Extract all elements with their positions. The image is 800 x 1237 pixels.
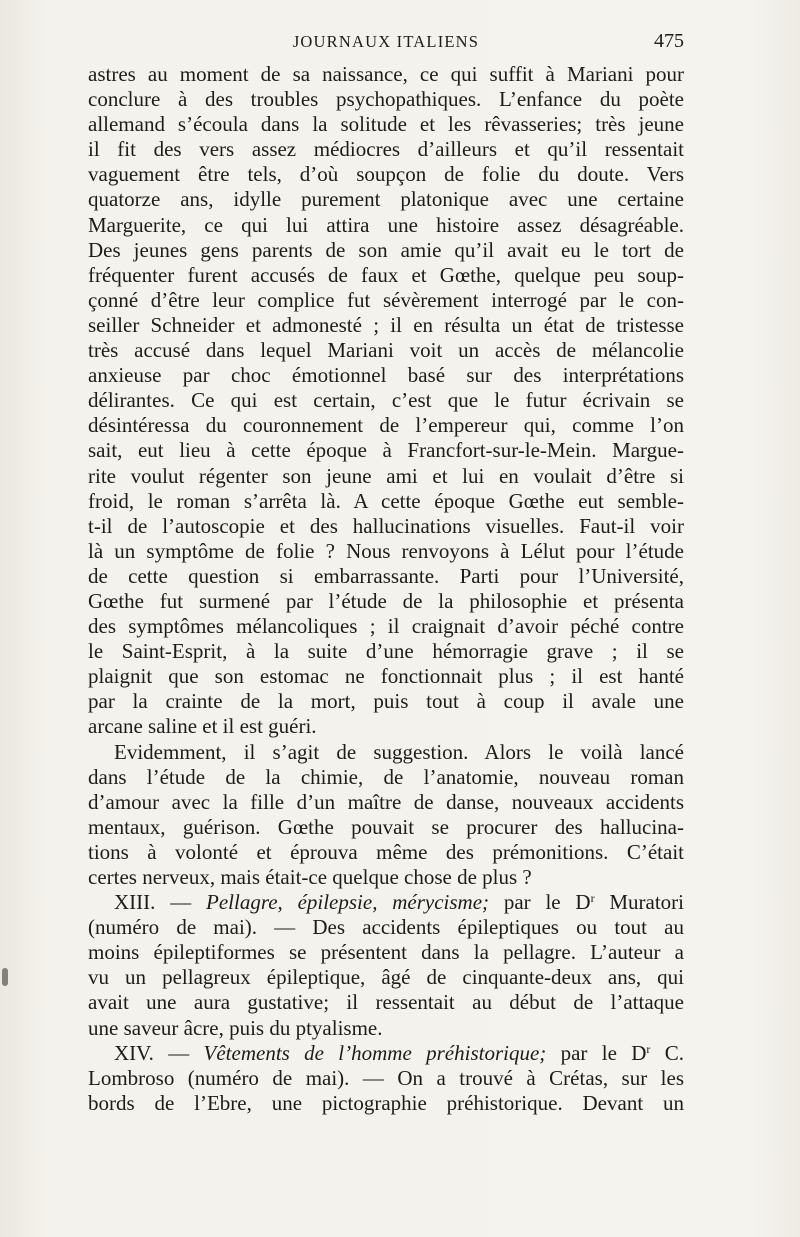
text-line: il fit des vers assez médiocres d’ailleurs et qu’il ressentait [88,137,684,162]
text-line: mentaux, guérison. Gœthe pouvait se procurer des hallucina- [88,814,684,839]
text-line: moins épileptiformes se présentent dans la pellagre. L’auteur a [88,940,684,965]
text-line: tions à volonté et éprouva même des prémonitions. C’était [88,839,684,864]
text-line: conclure à des troubles psychopathiques. L’enfance du poète [88,87,684,112]
section-xiv [88,1041,684,1116]
text-line: le Saint-Esprit, à la suite d’une hémorragie grave ; il se [88,639,684,664]
text-line: vu un pellagreux épileptique, âgé de cinquante-deux ans, qui [88,965,684,990]
text-line: des symptômes mélancoliques ; il craignait d’avoir péché contre [88,614,684,639]
text-line: de cette question si embarrassante. Parti pour l’Université, [88,563,684,588]
section-numeral: XIII. [114,890,156,915]
text-line: Lombroso (numéro de mai). — On a trouvé à Crétas, sur les [88,1065,684,1090]
text-line: quatorze ans, idylle purement platonique avec une certaine [88,187,684,212]
margin-mark [2,968,8,986]
text-line: Gœthe fut surmené par l’étude de la philosophie et présenta [88,588,684,613]
text-line: Des jeunes gens parents de son amie qu’il avait eu le tort de [88,237,684,262]
paragraph-goethe-biography [88,62,684,740]
text-line: sait, eut lieu à cette époque à Francfort-sur-le-Mein. Margue- [88,438,684,463]
text-line: froid, le roman s’arrêta là. A cette époque Gœthe eut semble- [88,488,684,513]
text-line: d’amour avec la fille d’un maître de danse, nouveaux accidents [88,789,684,814]
section-author: Muratori [594,890,685,915]
text-line: (numéro de mai). — Des accidents épileptiques ou tout au [88,915,684,940]
section-heading-line [88,890,684,915]
text-line: plaignit que son estomac ne fonctionnait plus ; il est hanté [88,664,684,689]
text-line: astres au moment de sa naissance, ce qui suffit à Mariani pour [88,62,684,86]
text-line: dans l’étude de la chimie, de l’anatomie, nouveau roman [88,764,684,789]
paragraph-suggestion [88,740,684,891]
text-line: là un symptôme de folie ? Nous renvoyons à Lélut pour l’étude [88,538,684,563]
running-title: JOURNAUX ITALIENS [292,32,480,51]
text-line: allemand s’écoula dans la solitude et les rêvasseries; très jeune [88,112,684,137]
text-line: avait une aura gustative; il ressentait au début de l’attaque [88,990,684,1015]
text-line: bords de l’Ebre, une pictographie préhistorique. Devant un [88,1090,684,1115]
section-numeral: XIV. [114,1040,154,1065]
text-line: arcane saline et il est guéri. [88,714,317,739]
section-dash: — [155,890,206,915]
text-line: çonné d’être leur complice fut sévèrement interrogé par le con- [88,287,684,312]
text-line: fréquenter furent accusés de faux et Gœthe, quelque peu soup- [88,262,684,287]
section-by: par le D [489,890,591,915]
body-text [88,62,684,1116]
text-line: délirantes. Ce qui est certain, c’est que le futur écrivain se [88,388,684,413]
text-line: désintéressa du couronnement de l’empereur qui, comme l’on [88,413,684,438]
text-line: seiller Schneider et admonesté ; il en résulta un état de tristesse [88,312,684,337]
text-line: certes nerveux, mais était-ce quelque chose de plus ? [88,865,532,889]
text-line: anxieuse par choc émotionnel basé sur des interprétations [88,363,684,388]
section-heading-line [88,1041,684,1066]
text-line: rite voulut régenter son jeune ami et lui en voulait d’être si [88,463,684,488]
text-line: Evidemment, il s’agit de suggestion. Alors le voilà lancé [114,739,684,764]
running-head [88,30,684,60]
section-by: par le D [546,1040,647,1065]
section-title: Vêtements de l’homme préhistorique; [203,1040,547,1065]
doctor-superscript: r [590,891,595,906]
text-line: une saveur âcre, puis du ptyalisme. [88,1015,383,1040]
text-line: t-il de l’autoscopie et des hallucinations visuelles. Faut-il voir [88,513,684,538]
section-xiii [88,890,684,1041]
section-author: C. [650,1040,684,1065]
text-line: vaguement être tels, d’où soupçon de folie du doute. Vers [88,162,684,187]
text-line: Marguerite, ce qui lui attira une histoire assez désagréable. [88,212,684,237]
doctor-superscript: r [646,1041,651,1056]
section-dash: — [153,1040,204,1065]
page-number: 475 [654,30,684,52]
text-line: très accusé dans lequel Mariani voit un accès de mélancolie [88,338,684,363]
text-line: par la crainte de la mort, puis tout à coup il avale une [88,689,684,714]
section-title: Pellagre, épilepsie, mérycisme; [206,890,490,915]
